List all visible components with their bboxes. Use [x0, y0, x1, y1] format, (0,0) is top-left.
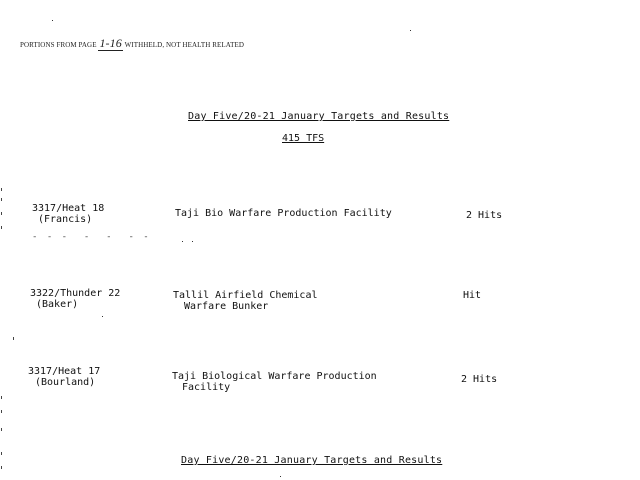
- stamp-pages: 1-16: [99, 36, 122, 50]
- page-title-repeat: Day Five/20-21 January Targets and Results: [181, 455, 443, 466]
- entry-target: Tallil Airfield Chemical: [173, 290, 318, 301]
- margin-tick: [1, 410, 2, 413]
- entry-result: 2 Hits: [461, 374, 498, 385]
- entry-callsign: 3317/Heat 17: [28, 366, 101, 377]
- entry-pilot: (Bourland): [35, 377, 96, 388]
- margin-tick: [1, 212, 2, 215]
- scan-speck: [410, 30, 411, 31]
- margin-tick: [13, 337, 14, 340]
- margin-tick: [1, 198, 2, 201]
- scan-mark: - - - - - - -: [32, 232, 151, 242]
- withheld-stamp: [20, 36, 244, 51]
- entry-pilot: (Baker): [36, 299, 79, 310]
- stamp-suffix: WITHHELD, NOT HEALTH RELATED: [124, 41, 245, 49]
- margin-tick: [1, 428, 2, 431]
- entry-callsign: 3317/Heat 18: [32, 203, 105, 214]
- scan-speck: [280, 476, 281, 477]
- margin-tick: [1, 188, 2, 191]
- entry-target-cont: Warfare Bunker: [184, 301, 269, 312]
- margin-tick: [1, 466, 2, 469]
- entry-pilot: (Francis): [38, 214, 93, 225]
- scan-speck: [182, 241, 183, 242]
- margin-tick: [1, 396, 2, 399]
- scan-speck: [102, 316, 103, 317]
- stamp-prefix: PORTIONS FROM PAGE: [20, 41, 97, 49]
- entry-result: Hit: [463, 290, 482, 301]
- entry-result: 2 Hits: [466, 210, 503, 221]
- margin-tick: [1, 226, 2, 229]
- margin-tick: [1, 452, 2, 455]
- entry-target-cont: Facility: [182, 382, 231, 393]
- page-title: Day Five/20-21 January Targets and Results: [188, 111, 450, 122]
- entry-target: Taji Bio Warfare Production Facility: [175, 208, 392, 219]
- unit-label: 415 TFS: [282, 133, 325, 144]
- scan-speck: [52, 20, 53, 21]
- entry-target: Taji Biological Warfare Production: [172, 371, 377, 382]
- scan-speck: [192, 241, 193, 242]
- entry-callsign: 3322/Thunder 22: [30, 288, 121, 299]
